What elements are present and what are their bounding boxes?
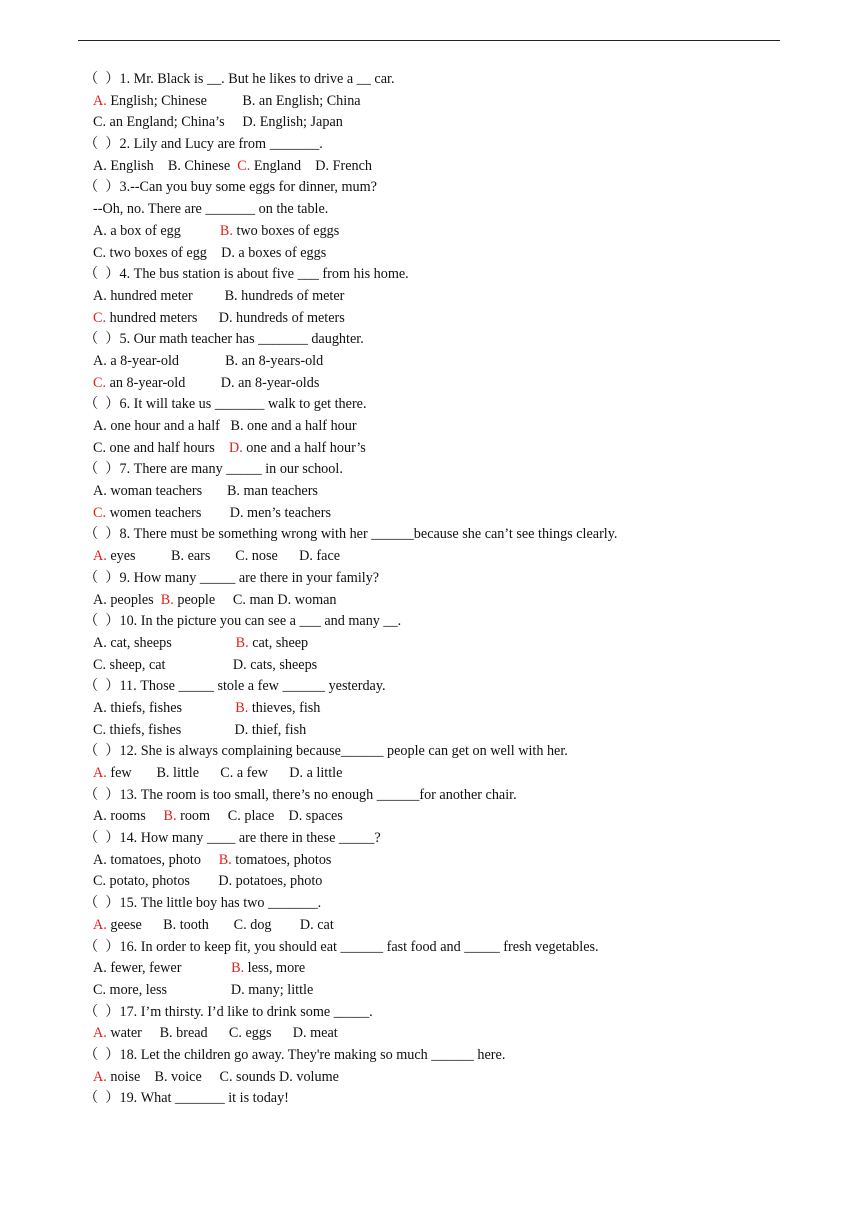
question-line: （ ）7. There are many _____ in our school.: [84, 461, 343, 478]
option-text: two boxes of eggs: [232, 222, 340, 239]
option-text: an 8-year-old D. an 8-year-olds: [106, 374, 320, 391]
question-line: （ ）19. What _______ it is today!: [84, 1090, 289, 1107]
option-text: C. an England; China’s D. English; Japan: [93, 114, 343, 131]
answer-marker: B.: [235, 634, 249, 651]
option-text: --Oh, no. There are _______ on the table.: [93, 201, 329, 218]
option-text: noise B. voice C. sounds D. volume: [106, 1068, 339, 1085]
option-text: C. thiefs, fishes D. thief, fish: [93, 721, 307, 738]
option-text: English; Chinese B. an English; China: [106, 92, 361, 109]
answer-marker: A.: [93, 1068, 107, 1085]
option-text: England D. French: [250, 157, 373, 174]
question-line: （ ）13. The room is too small, there’s no enough ______for another chair.: [84, 786, 517, 803]
answer-marker: B.: [218, 851, 232, 868]
options-line: [84, 416, 784, 438]
option-text: A. English B. Chinese: [93, 157, 238, 174]
question-line: （ ）16. In order to keep fit, you should eat ______ fast food and _____ fresh vegetables.: [84, 938, 599, 955]
options-line: [84, 243, 784, 265]
question-list: [84, 69, 784, 1110]
options-line: [84, 308, 784, 330]
option-text: water B. bread C. eggs D. meat: [106, 1025, 338, 1042]
question-line: （ ）15. The little boy has two _______.: [84, 895, 322, 912]
option-text: hundred meters D. hundreds of meters: [106, 309, 345, 326]
options-line: [84, 481, 784, 503]
option-text: tomatoes, photos: [231, 851, 332, 868]
question-line: （ ）8. There must be something wrong with her ______because she can’t see things clearly.: [84, 526, 618, 543]
options-line: [84, 373, 784, 395]
options-line: [84, 915, 784, 937]
answer-marker: A.: [93, 92, 107, 109]
options-line: [84, 1023, 784, 1045]
options-line: [84, 503, 784, 525]
answer-marker: B.: [231, 960, 245, 977]
answer-marker: B.: [163, 808, 177, 825]
option-text: A. peoples: [93, 591, 161, 608]
options-line: [84, 698, 784, 720]
options-line: [84, 806, 784, 828]
options-line: [84, 351, 784, 373]
option-text: eyes B. ears C. nose D. face: [106, 548, 341, 565]
answer-marker: C.: [93, 309, 107, 326]
options-line: [84, 763, 784, 785]
answer-marker: B.: [219, 222, 233, 239]
question-line: （ ）11. Those _____ stole a few ______ yesterday.: [84, 678, 386, 695]
options-line: [84, 438, 784, 460]
option-text: geese B. tooth C. dog D. cat: [106, 916, 334, 933]
option-text: people C. man D. woman: [173, 591, 337, 608]
header-rule: [78, 40, 780, 41]
options-line: [84, 980, 784, 1002]
option-text: few B. little C. a few D. a little: [106, 765, 343, 781]
option-text: C. more, less D. many; little: [93, 981, 314, 998]
options-line: [84, 633, 784, 655]
options-line: [84, 546, 784, 568]
question-line: （ ）9. How many _____ are there in your family?: [84, 569, 380, 586]
option-text: A. rooms: [93, 808, 164, 825]
option-text: room C. place D. spaces: [176, 808, 343, 825]
question-line: （ ）17. I’m thirsty. I’d like to drink some _____.: [84, 1003, 373, 1020]
question-line: （ ）10. In the picture you can see a ___ and many __.: [84, 613, 402, 630]
option-text: A. one hour and a half B. one and a half hour: [93, 418, 357, 434]
question-line: （ ）6. It will take us _______ walk to get there.: [84, 396, 367, 413]
options-line: [84, 112, 784, 134]
options-line: [84, 286, 784, 308]
answer-marker: D.: [228, 439, 243, 456]
answer-marker: C.: [93, 504, 107, 521]
options-line: [84, 221, 784, 243]
option-text: A. a 8-year-old B. an 8-years-old: [93, 352, 324, 369]
answer-marker: A.: [93, 1025, 107, 1042]
question-line: （ ）4. The bus station is about five ___ from his home.: [84, 266, 409, 283]
question-line: （ ）2. Lily and Lucy are from _______.: [84, 136, 323, 153]
question-line: （ ）14. How many ____ are there in these _____?: [84, 830, 381, 847]
option-text: A. fewer, fewer: [93, 960, 232, 977]
answer-marker: B.: [160, 591, 174, 608]
option-text: A. cat, sheeps: [93, 634, 236, 651]
option-text: A. thiefs, fishes: [93, 699, 236, 716]
question-line: （ ）1. Mr. Black is __. But he likes to drive a __ car.: [84, 71, 395, 87]
answer-marker: A.: [93, 765, 107, 781]
answer-marker: B.: [235, 699, 249, 716]
answer-marker: A.: [93, 548, 107, 565]
options-line: [84, 871, 784, 893]
option-text: C. sheep, cat D. cats, sheeps: [93, 656, 318, 673]
options-line: [84, 958, 784, 980]
question-line: （ ）18. Let the children go away. They're making so much ______ here.: [84, 1046, 506, 1063]
options-line: [84, 1067, 784, 1089]
answer-marker: A.: [93, 916, 107, 933]
answer-marker: C.: [93, 374, 107, 391]
options-line: [84, 91, 784, 113]
option-text: C. two boxes of egg D. a boxes of eggs: [93, 244, 327, 261]
option-text: less, more: [244, 960, 306, 977]
question-line: （ ）5. Our math teacher has _______ daughter.: [84, 331, 364, 348]
option-text: C. potato, photos D. potatoes, photo: [93, 873, 323, 890]
options-line: [84, 199, 784, 221]
question-line: （ ）12. She is always complaining because______ people can get on well with her.: [84, 743, 568, 760]
question-line: （ ）3.--Can you buy some eggs for dinner, mum?: [84, 179, 377, 196]
options-line: [84, 850, 784, 872]
option-text: women teachers D. men’s teachers: [106, 504, 331, 521]
option-text: A. hundred meter B. hundreds of meter: [93, 287, 345, 304]
options-line: [84, 655, 784, 677]
option-text: cat, sheep: [248, 634, 309, 651]
option-text: A. woman teachers B. man teachers: [93, 483, 318, 500]
option-text: A. tomatoes, photo: [93, 851, 219, 868]
options-line: [84, 720, 784, 742]
option-text: A. a box of egg: [93, 222, 220, 239]
options-line: [84, 590, 784, 612]
option-text: thieves, fish: [248, 699, 321, 716]
option-text: C. one and half hours: [93, 439, 229, 456]
option-text: one and a half hour’s: [242, 439, 366, 456]
answer-marker: C.: [237, 157, 251, 174]
options-line: [84, 156, 784, 178]
